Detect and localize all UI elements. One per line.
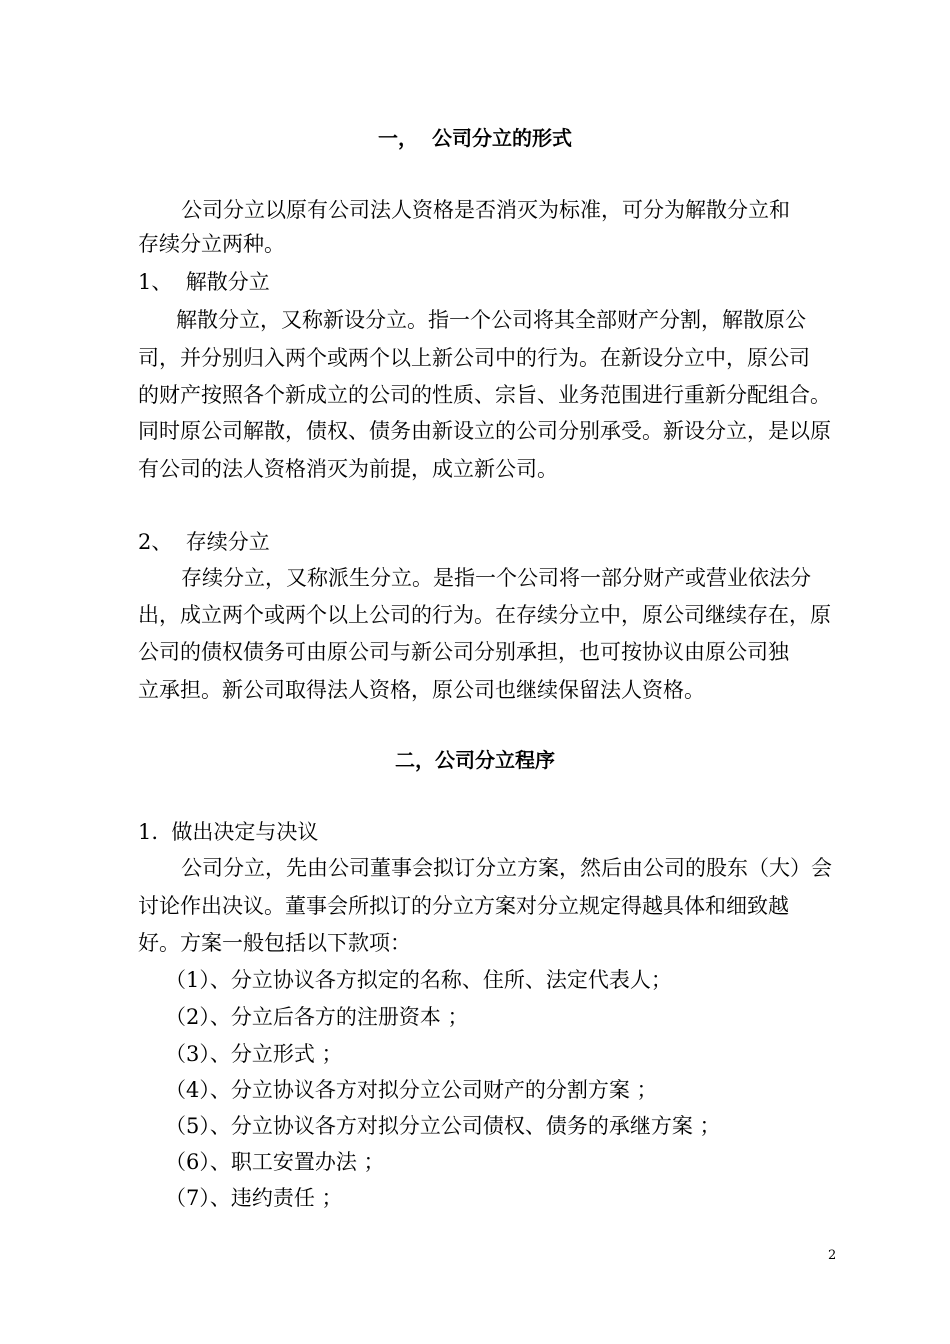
section-2-title: 二，公司分立程序 [395, 748, 555, 772]
continuing-split-line-3: 公司的债权债务可由原公司与新公司分别承担，也可按协议由原公司独 [138, 640, 789, 664]
section-1-intro-line-2: 存续分立两种。 [138, 232, 285, 256]
plan-list-item: （1）、分立协议各方拟定的名称、住所、法定代表人； [165, 968, 672, 992]
plan-list-item: （5）、分立协议各方对拟分立公司债权、债务的承继方案 ； [165, 1114, 721, 1138]
dissolution-split-line-3: 的财产按照各个新成立的公司的性质、宗旨、业务范围进行重新分配组合。 [138, 383, 831, 407]
continuing-split-line-1: 存续分立，又称派生分立。是指一个公司将一部分财产或营业依法分 [181, 566, 811, 590]
dissolution-split-line-4: 同时原公司解散，债权、债务由新设立的公司分别承受。新设分立，是以原 [138, 419, 831, 443]
decision-line-2: 讨论作出决议。董事会所拟订的分立方案对分立规定得越具体和细致越 [138, 894, 789, 918]
decision-line-1: 公司分立，先由公司董事会拟订分立方案，然后由公司的股东（大）会 [181, 856, 832, 880]
dissolution-split-heading: 1、 解散分立 [138, 270, 270, 294]
continuing-split-line-4: 立承担。新公司取得法人资格，原公司也继续保留法人资格。 [138, 678, 705, 702]
dissolution-split-line-1: 解散分立，又称新设分立。指一个公司将其全部财产分割，解散原公 [176, 308, 806, 332]
dissolution-split-line-2: 司，并分别归入两个或两个以上新公司中的行为。在新设分立中，原公司 [138, 346, 810, 370]
section-1-intro-line-1: 公司分立以原有公司法人资格是否消灭为标准，可分为解散分立和 [181, 198, 790, 222]
plan-list-item: （2）、分立后各方的注册资本 ； [165, 1005, 469, 1029]
plan-list-item: （3）、分立形式 ； [165, 1042, 343, 1066]
section-1-title: 一， 公司分立的形式 [378, 126, 572, 150]
plan-list-item: （6）、职工安置办法 ； [165, 1150, 385, 1174]
dissolution-split-line-5: 有公司的法人资格消灭为前提，成立新公司。 [138, 457, 558, 481]
continuing-split-heading: 2、 存续分立 [138, 530, 270, 554]
plan-list-item: （4）、分立协议各方对拟分立公司财产的分割方案 ； [165, 1078, 658, 1102]
plan-list-item: （7）、违约责任 ； [165, 1186, 343, 1210]
decision-heading: 1. 做出决定与决议 [138, 820, 319, 844]
decision-line-3: 好。方案一般包括以下款项： [138, 931, 411, 955]
continuing-split-line-2: 出，成立两个或两个以上公司的行为。在存续分立中，原公司继续存在，原 [138, 603, 831, 627]
page-number: 2 [828, 1248, 837, 1263]
